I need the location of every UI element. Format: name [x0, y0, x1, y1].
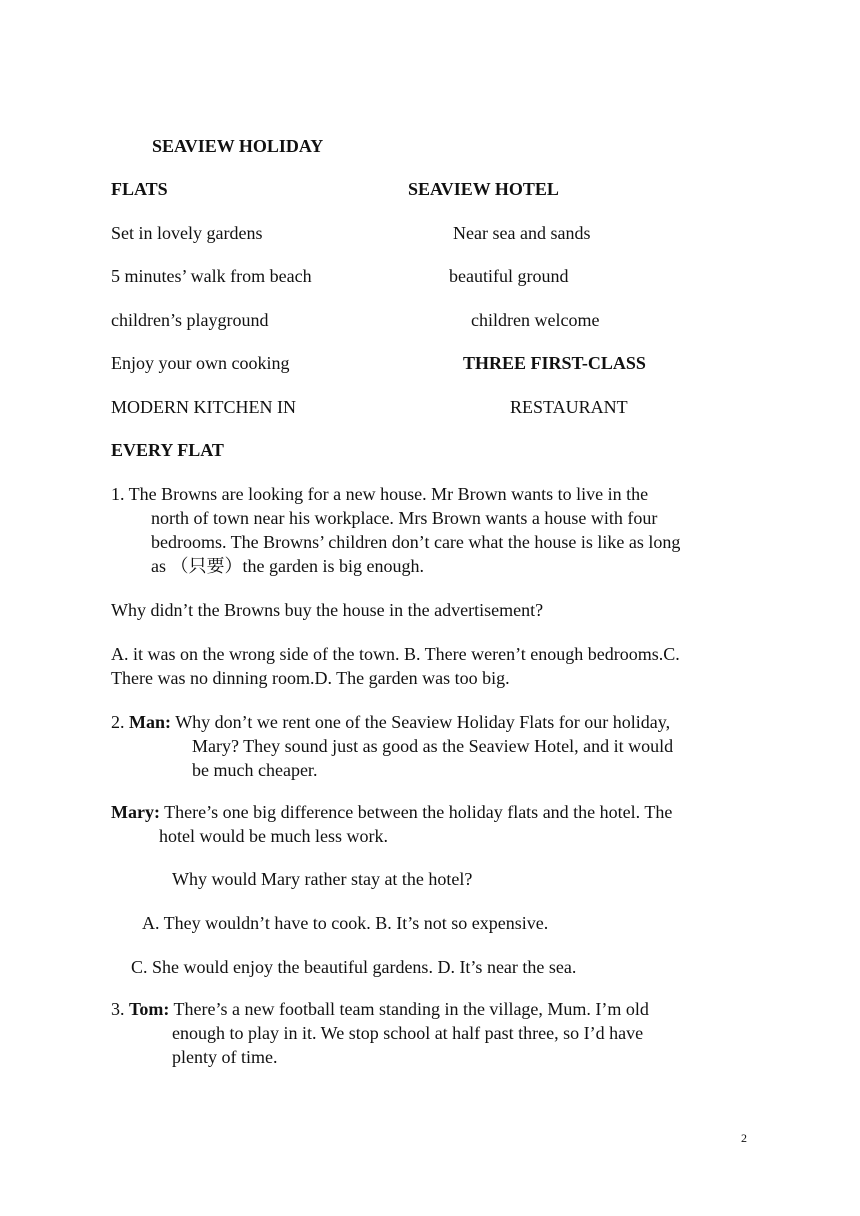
q2-question: Why would Mary rather stay at the hotel? — [172, 869, 473, 889]
ad-left-line: 5 minutes’ walk from beach — [111, 266, 312, 286]
q1-line: bedrooms. The Browns’ children don’t care what the house is like as long — [151, 532, 681, 552]
q2-man-line: be much cheaper. — [192, 760, 318, 780]
q3-number: 3. — [111, 999, 125, 1019]
q3-line: There’s a new football team standing in the village, Mum. I’m old — [173, 999, 649, 1019]
ad-left-line: children’s playground — [111, 310, 269, 330]
ad-right-line: children welcome — [471, 310, 600, 330]
q1-line: 1. The Browns are looking for a new house. Mr Brown wants to live in the — [111, 484, 649, 504]
ad-left-title-1: SEAVIEW HOLIDAY — [152, 136, 324, 156]
q3-speaker-tom: Tom: — [129, 999, 170, 1019]
q1-line: north of town near his workplace. Mrs Brown wants a house with four — [151, 508, 658, 528]
q1-options-line: There was no dinning room.D. The garden was too big. — [111, 668, 510, 688]
q1-question: Why didn’t the Browns buy the house in the advertisement? — [111, 600, 544, 620]
q2-first-line — [111, 710, 670, 734]
q2-mary-first-line — [111, 800, 672, 824]
page-number: 2 — [741, 1131, 747, 1145]
q2-options-line: C. She would enjoy the beautiful gardens. D. It’s near the sea. — [131, 957, 577, 977]
q1-line: as （只要）the garden is big enough. — [151, 556, 424, 576]
q2-number: 2. — [111, 712, 125, 732]
ad-left-line: Enjoy your own cooking — [111, 353, 290, 373]
q2-mary-line: There’s one big difference between the holiday flats and the hotel. The — [164, 802, 673, 822]
ad-right-title: SEAVIEW HOTEL — [408, 179, 559, 199]
ad-left-line: Set in lovely gardens — [111, 223, 263, 243]
q2-man-line: Why don’t we rent one of the Seaview Holiday Flats for our holiday, — [175, 712, 671, 732]
q2-speaker-mary: Mary: — [111, 802, 160, 822]
q3-line: enough to play in it. We stop school at half past three, so I’d have — [172, 1023, 644, 1043]
ad-right-line: beautiful ground — [449, 266, 569, 286]
q2-speaker-man: Man: — [129, 712, 171, 732]
q3-line: plenty of time. — [172, 1047, 278, 1067]
ad-left-line: MODERN KITCHEN IN — [111, 397, 296, 417]
ad-left-title-2: FLATS — [111, 179, 168, 199]
q1-options-line: A. it was on the wrong side of the town. B. There weren’t enough bedrooms.C. — [111, 644, 680, 664]
q2-options-line: A. They wouldn’t have to cook. B. It’s not so expensive. — [142, 913, 549, 933]
q2-man-line: Mary? They sound just as good as the Seaview Hotel, and it would — [192, 736, 674, 756]
ad-left-line: EVERY FLAT — [111, 440, 224, 460]
q2-mary-line: hotel would be much less work. — [159, 826, 388, 846]
ad-right-line: Near sea and sands — [453, 223, 591, 243]
ad-right-line: RESTAURANT — [510, 397, 628, 417]
q3-first-line — [111, 997, 649, 1021]
ad-right-line: THREE FIRST-CLASS — [463, 353, 646, 373]
